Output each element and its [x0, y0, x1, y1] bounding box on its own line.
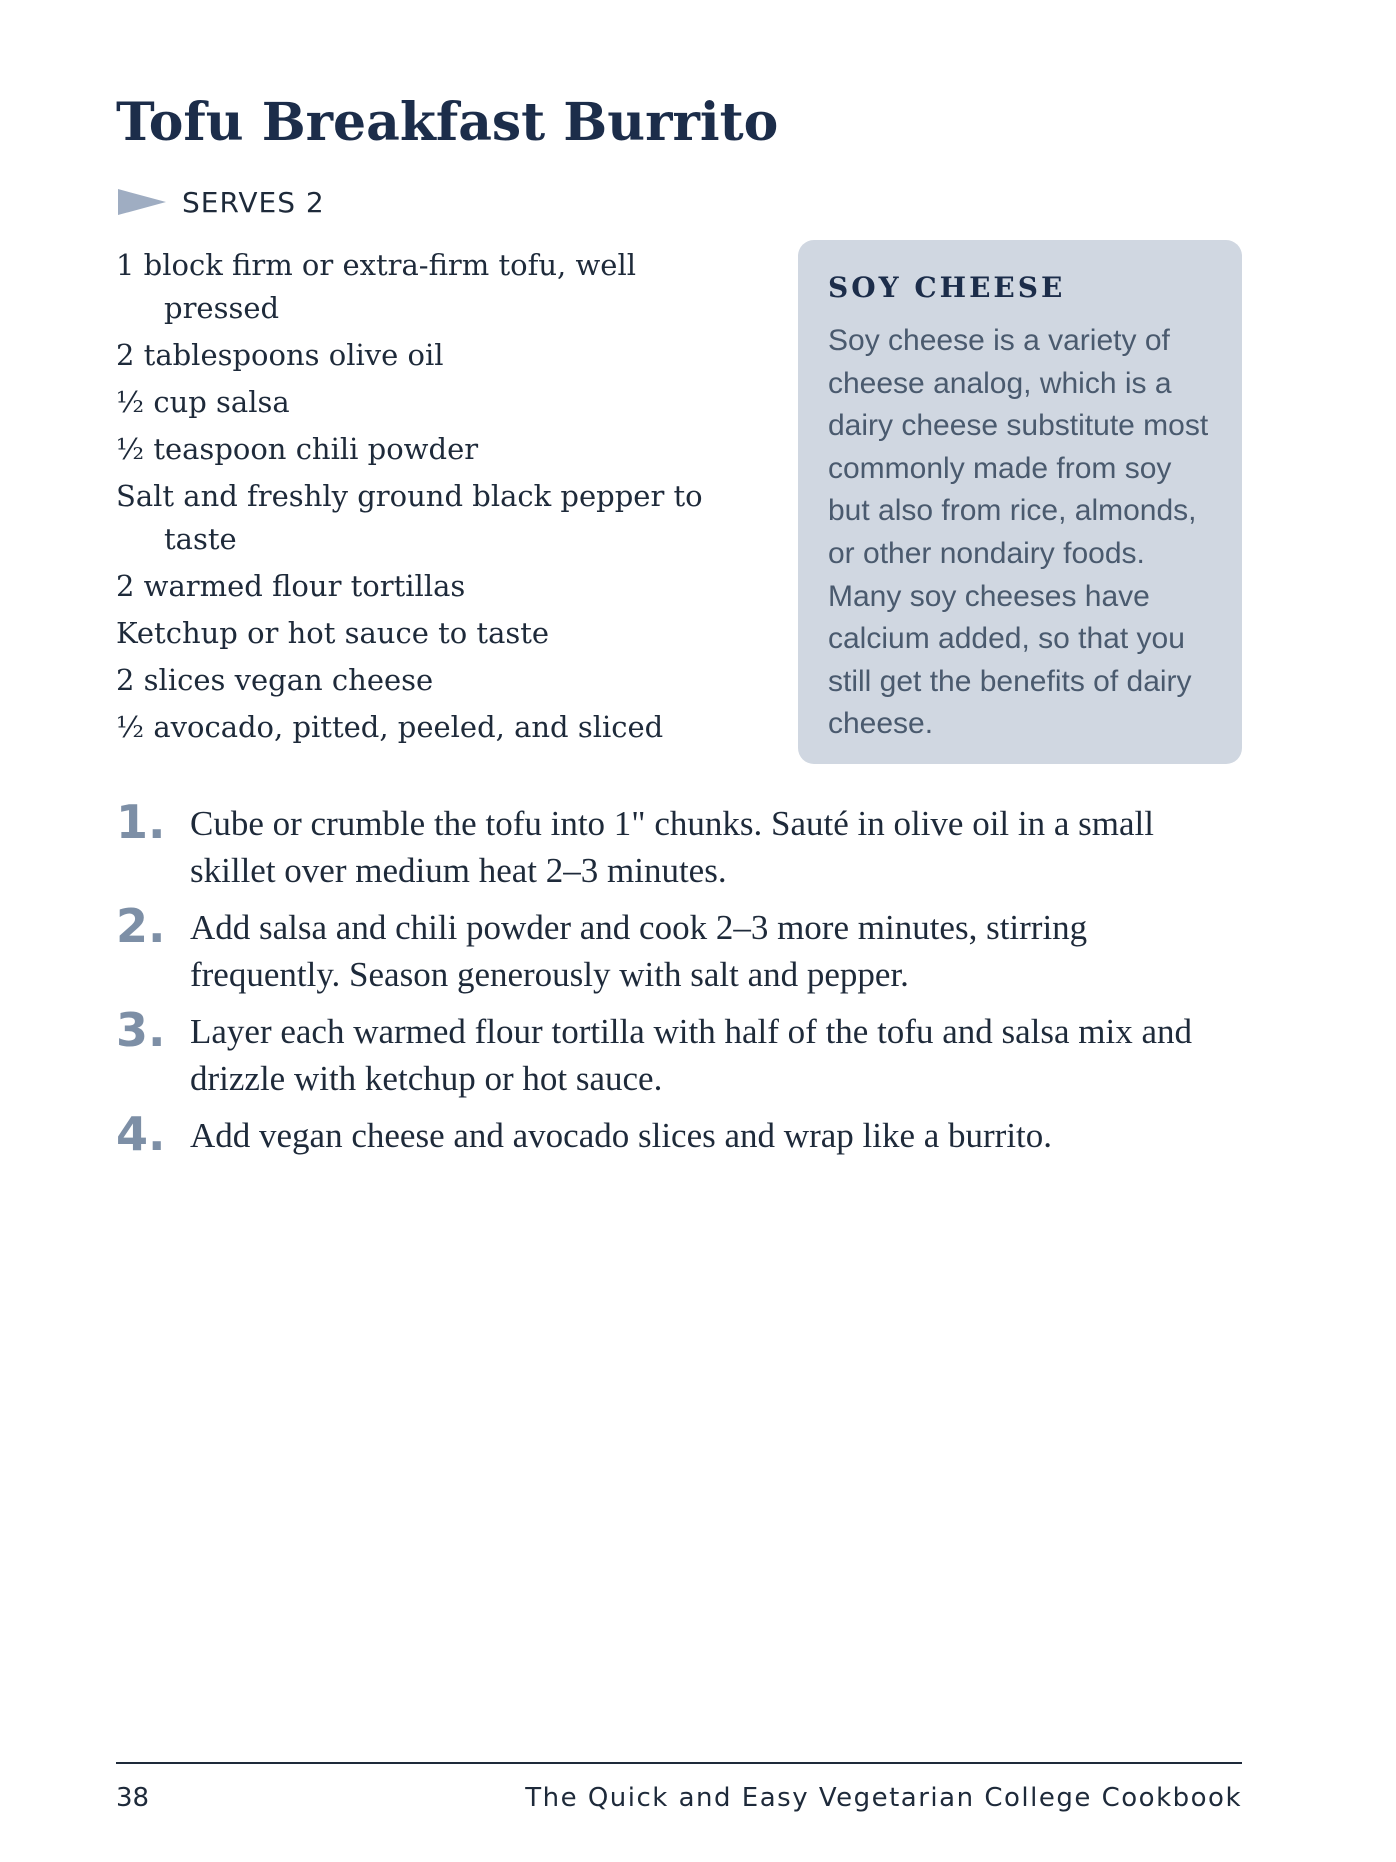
step-text: Layer each warmed flour tortilla with half of the tofu and salsa mix and drizzle with ketchup or hot sauce.: [190, 1012, 1193, 1098]
serves-label: SERVES 2: [182, 185, 325, 219]
step-text: Add vegan cheese and avocado slices and wrap like a burrito.: [190, 1116, 1053, 1155]
ingredient-item: ½ avocado, pitted, peeled, and sliced: [116, 710, 664, 744]
step-number: 1.: [116, 795, 166, 849]
step-number: 4.: [116, 1107, 166, 1161]
step-text: Add salsa and chili powder and cook 2–3 more minutes, stirring frequently. Season generously with salt and pepper.: [190, 908, 1088, 994]
ingredient-item: 2 warmed flour tortillas: [116, 569, 466, 603]
step-text: Cube or crumble the tofu into 1" chunks. Sauté in olive oil in a small skillet over medium heat 2–3 minutes.: [190, 804, 1154, 890]
ingredient-list: [116, 244, 756, 753]
step-item: [116, 795, 1246, 894]
step-number: 2.: [116, 899, 166, 953]
ingredient-item: ½ cup salsa: [116, 385, 290, 419]
step-item: [116, 1107, 1246, 1161]
step-number: 3.: [116, 1003, 166, 1057]
book-title: The Quick and Easy Vegetarian College Cookbook: [525, 1783, 1242, 1813]
flag-pennant-icon: [118, 187, 166, 217]
page-number: 38: [116, 1783, 150, 1813]
footer-divider: [116, 1762, 1242, 1764]
serves-line: [118, 182, 325, 222]
ingredient-item: Salt and freshly ground black pepper to taste: [116, 479, 703, 556]
sidebar-body: Soy cheese is a variety of cheese analog, which is a dairy cheese substitute most commonly made from soy but also from rice, almonds, or other nondairy foods. Many soy cheeses have calcium added, so that you still get the benefits of dairy cheese.: [828, 324, 1209, 741]
step-item: [116, 1003, 1246, 1102]
ingredient-item: Ketchup or hot sauce to taste: [116, 616, 550, 650]
ingredient-item: 2 tablespoons olive oil: [116, 338, 444, 372]
sidebar-box: [798, 240, 1242, 764]
ingredient-item: 2 slices vegan cheese: [116, 663, 434, 697]
ingredient-item: 1 block firm or extra-firm tofu, well pressed: [116, 248, 637, 325]
ingredient-item: ½ teaspoon chili powder: [116, 432, 479, 466]
sidebar-title: SOY CHEESE: [828, 271, 1066, 304]
step-list: [116, 795, 1246, 1169]
step-item: [116, 899, 1246, 998]
recipe-title: Tofu Breakfast Burrito: [116, 92, 779, 153]
